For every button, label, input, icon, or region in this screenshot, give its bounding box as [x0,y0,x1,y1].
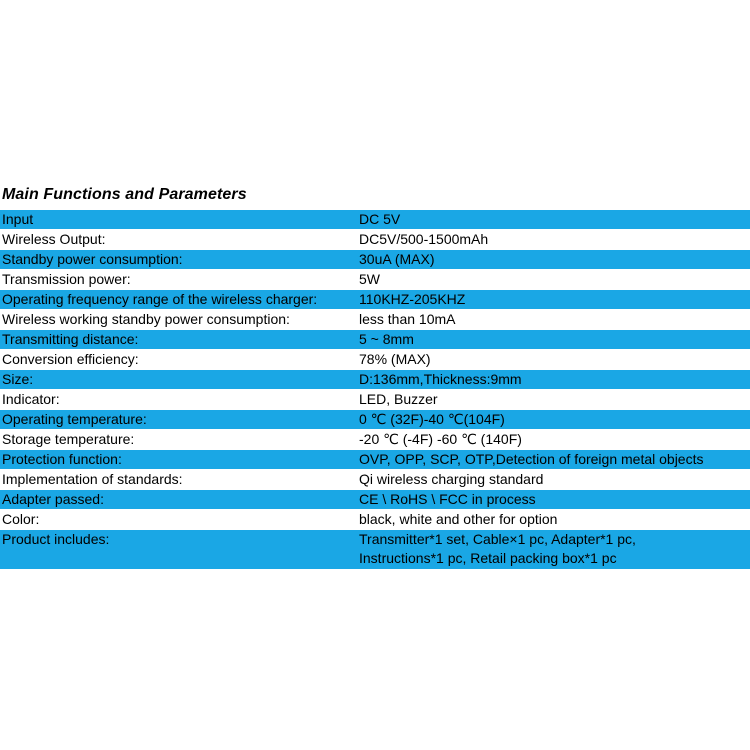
table-row [0,230,750,250]
row-value: 78% (MAX) [359,351,431,367]
row-label: Protection function: [2,451,122,467]
table-row [0,430,750,450]
row-value: -20 ℃ (-4F) -60 ℃ (140F) [359,431,522,447]
table-row [0,470,750,490]
row-label: Conversion efficiency: [2,351,139,367]
row-value: 0 ℃ (32F)-40 ℃(104F) [359,411,505,427]
row-label: Wireless Output: [2,231,106,247]
row-label: Input [2,211,34,227]
table-row [0,450,750,470]
row-value: less than 10mA [359,311,456,327]
row-label: Standby power consumption: [2,251,183,267]
row-label: Operating frequency range of the wireless charger: [2,291,318,307]
row-label: Size: [2,371,34,387]
row-label: Product includes: [2,531,110,547]
row-value: CE \ RoHS \ FCC in process [359,491,536,507]
row-value: 5W [359,271,380,287]
row-label: Color: [2,511,40,527]
table-row [0,410,750,430]
table-row [0,370,750,390]
table-row [0,290,750,310]
table-row [0,530,750,570]
row-label: Wireless working standby power consumption: [2,311,290,327]
table-row [0,210,750,230]
row-value-line: Transmitter*1 set, Cable×1 pc, Adapter*1 pc, [359,531,636,547]
row-value: black, white and other for option [359,511,558,527]
row-value: Qi wireless charging standard [359,471,544,487]
table-row [0,350,750,370]
row-value: 5 ~ 8mm [359,331,414,347]
row-label: Storage temperature: [2,431,135,447]
row-label: Adapter passed: [2,491,104,507]
table-row [0,310,750,330]
table-row [0,390,750,410]
table-row [0,330,750,350]
table-row [0,270,750,290]
section-title: Main Functions and Parameters [2,186,247,203]
row-value: DC 5V [359,211,401,227]
table-row [0,510,750,530]
row-value: 30uA (MAX) [359,251,435,267]
row-label: Transmitting distance: [2,331,139,347]
row-value-line: Instructions*1 pc, Retail packing box*1 pc [359,550,617,566]
row-label: Implementation of standards: [2,471,183,487]
row-value: OVP, OPP, SCP, OTP,Detection of foreign metal objects [359,451,704,467]
row-value: DC5V/500-1500mAh [359,231,489,247]
row-label: Operating temperature: [2,411,147,427]
row-label: Indicator: [2,391,60,407]
table-row [0,250,750,270]
row-value: D:136mm,Thickness:9mm [359,371,522,387]
row-label: Transmission power: [2,271,131,287]
row-value: LED, Buzzer [359,391,438,407]
row-value [359,530,749,568]
row-value: 110KHZ-205KHZ [359,291,466,307]
spec-table [0,210,750,570]
table-row [0,490,750,510]
